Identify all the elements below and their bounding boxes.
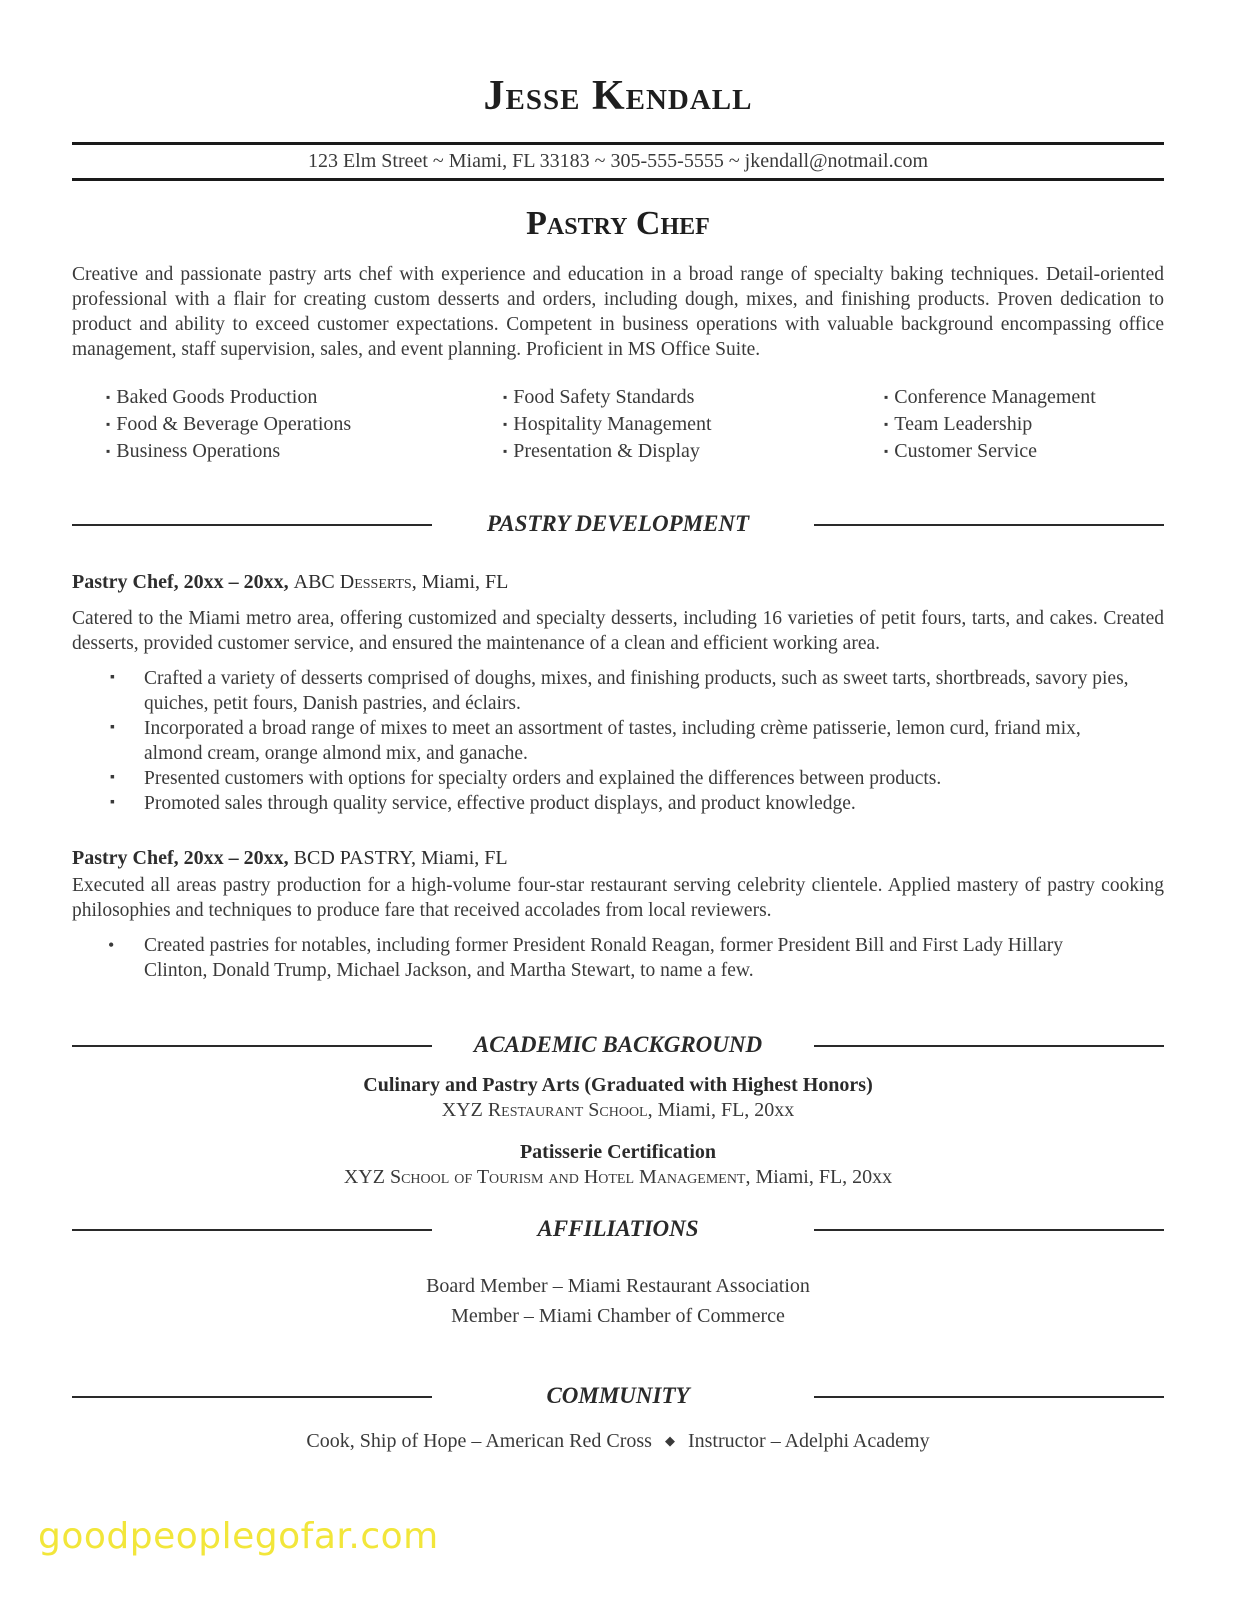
job-bullets-2 [72,933,1112,983]
diamond-separator-icon: ◆ [664,1433,675,1448]
candidate-name: Jesse Kendall [483,73,753,119]
divider-line [814,1396,1164,1398]
degree-name: Patisserie Certification [519,1141,717,1163]
skills-column-3 [884,385,1096,466]
section-title: ACADEMIC BACKGROUND [473,1032,763,1057]
skill-item: ▪ Business Operations [106,439,351,466]
job-heading-2 [72,847,508,870]
job-role: Pastry Chef, 20xx – 20xx, [72,571,289,593]
divider-line [814,524,1164,526]
school-line [0,1098,1236,1123]
skill-item: ▪ Customer Service [884,439,1096,466]
affiliation-item: Member – Miami Chamber of Commerce [451,1305,785,1327]
school-details: , Miami, FL, 20xx [647,1099,795,1121]
section-title: AFFILIATIONS [537,1216,699,1241]
job-role: Pastry Chef, 20xx – 20xx, [72,847,289,869]
contact-line: 123 Elm Street ~ Miami, FL 33183 ~ 305-555-5555 ~ jkendall@notmail.com [307,150,929,172]
skill-item: ▪ Presentation & Display [503,439,712,466]
divider-line [814,1229,1164,1231]
degree-name: Culinary and Pastry Arts (Graduated with Highest Honors) [363,1074,873,1096]
job-target-title: Pastry Chef [526,205,710,242]
list-item: ▪ Crafted a variety of desserts comprised of doughs, mixes, and finishing products, such as sweet tarts, shortbreads, savory pies, quiches, petit fours, Danish pastries, and éclairs. [72,666,1132,716]
school-name: XYZ School of Tourism and Hotel Management [343,1166,746,1188]
section-header-academic [72,1031,1164,1061]
job-location: , Miami, FL [411,571,509,593]
section-title: PASTRY DEVELOPMENT [486,511,750,536]
section-header-affiliations [72,1215,1164,1245]
section-title: COMMUNITY [546,1383,690,1408]
job-description-1: Catered to the Miami metro area, offering customized and specialty desserts, including 16 varieties of petit fours, tarts, and cakes. Created desserts, provided customer service, and ensured the maintenance of a clean and efficient working area. [72,608,1164,654]
affiliation-item: Board Member – Miami Restaurant Association [426,1275,810,1297]
school-line [0,1165,1236,1190]
watermark-text: goodpeoplegofar.com [38,1516,439,1557]
job-location: , Miami, FL [410,847,508,869]
school-details: , Miami, FL, 20xx [745,1166,893,1188]
skill-item: ▪ Team Leadership [884,412,1096,439]
school-name: XYZ Restaurant School [441,1099,648,1121]
list-item: ▪ Presented customers with options for specialty orders and explained the differences between products. [72,766,1132,791]
job-description-2: Executed all areas pastry production for a high-volume four-star restaurant serving celebrity clientele. Applied mastery of pastry cooking philosophies and techniques to produce fare that received accolades from local reviewers. [72,875,1164,921]
skill-item: ▪ Food & Beverage Operations [106,412,351,439]
section-header-pastry-development [72,510,1164,540]
company-name: BCD PASTRY [293,847,411,869]
community-item: Instructor – Adelphi Academy [687,1430,930,1452]
education-entry-1 [0,1073,1236,1123]
job-bullets-1 [72,666,1132,816]
header-bottom-rule [72,178,1164,181]
list-item: ▪ Incorporated a broad range of mixes to meet an assortment of tastes, including crème patisserie, lemon curd, friand mix, almond cream, orange almond mix, and ganache. [72,716,1132,766]
section-header-community [72,1382,1164,1412]
job-heading-1 [72,571,508,594]
skill-item: ▪ Conference Management [884,385,1096,412]
divider-line [814,1045,1164,1047]
skill-item: ▪ Food Safety Standards [503,385,712,412]
list-item: ▪ Promoted sales through quality service, effective product displays, and product knowledge. [72,791,1132,816]
list-item: • Created pastries for notables, including former President Ronald Reagan, former President Bill and First Lady Hillary Clinton, Donald Trump, Michael Jackson, and Martha Stewart, to name a few. [72,933,1112,983]
skill-item: ▪ Hospitality Management [503,412,712,439]
community-line [0,1430,1236,1453]
skills-column-2 [503,385,712,466]
skills-column-1 [106,385,351,466]
affiliations-list [0,1271,1236,1331]
community-item: Cook, Ship of Hope – American Red Cross [306,1430,652,1452]
professional-summary: Creative and passionate pastry arts chef with experience and education in a broad range of specialty baking techniques. Detail-oriented professional with a flair for creating custom desserts and orders, including dough, mixes, and finishing products. Proven dedication to product and ability to exceed customer expectations. Competent in business operations with valuable background encompassing office management, staff supervision, sales, and event planning. Proficient in MS Office Suite. [72,264,1164,360]
header-top-rule [72,142,1164,145]
education-entry-2 [0,1140,1236,1190]
company-name: ABC Desserts [293,571,412,593]
skill-item: ▪ Baked Goods Production [106,385,351,412]
